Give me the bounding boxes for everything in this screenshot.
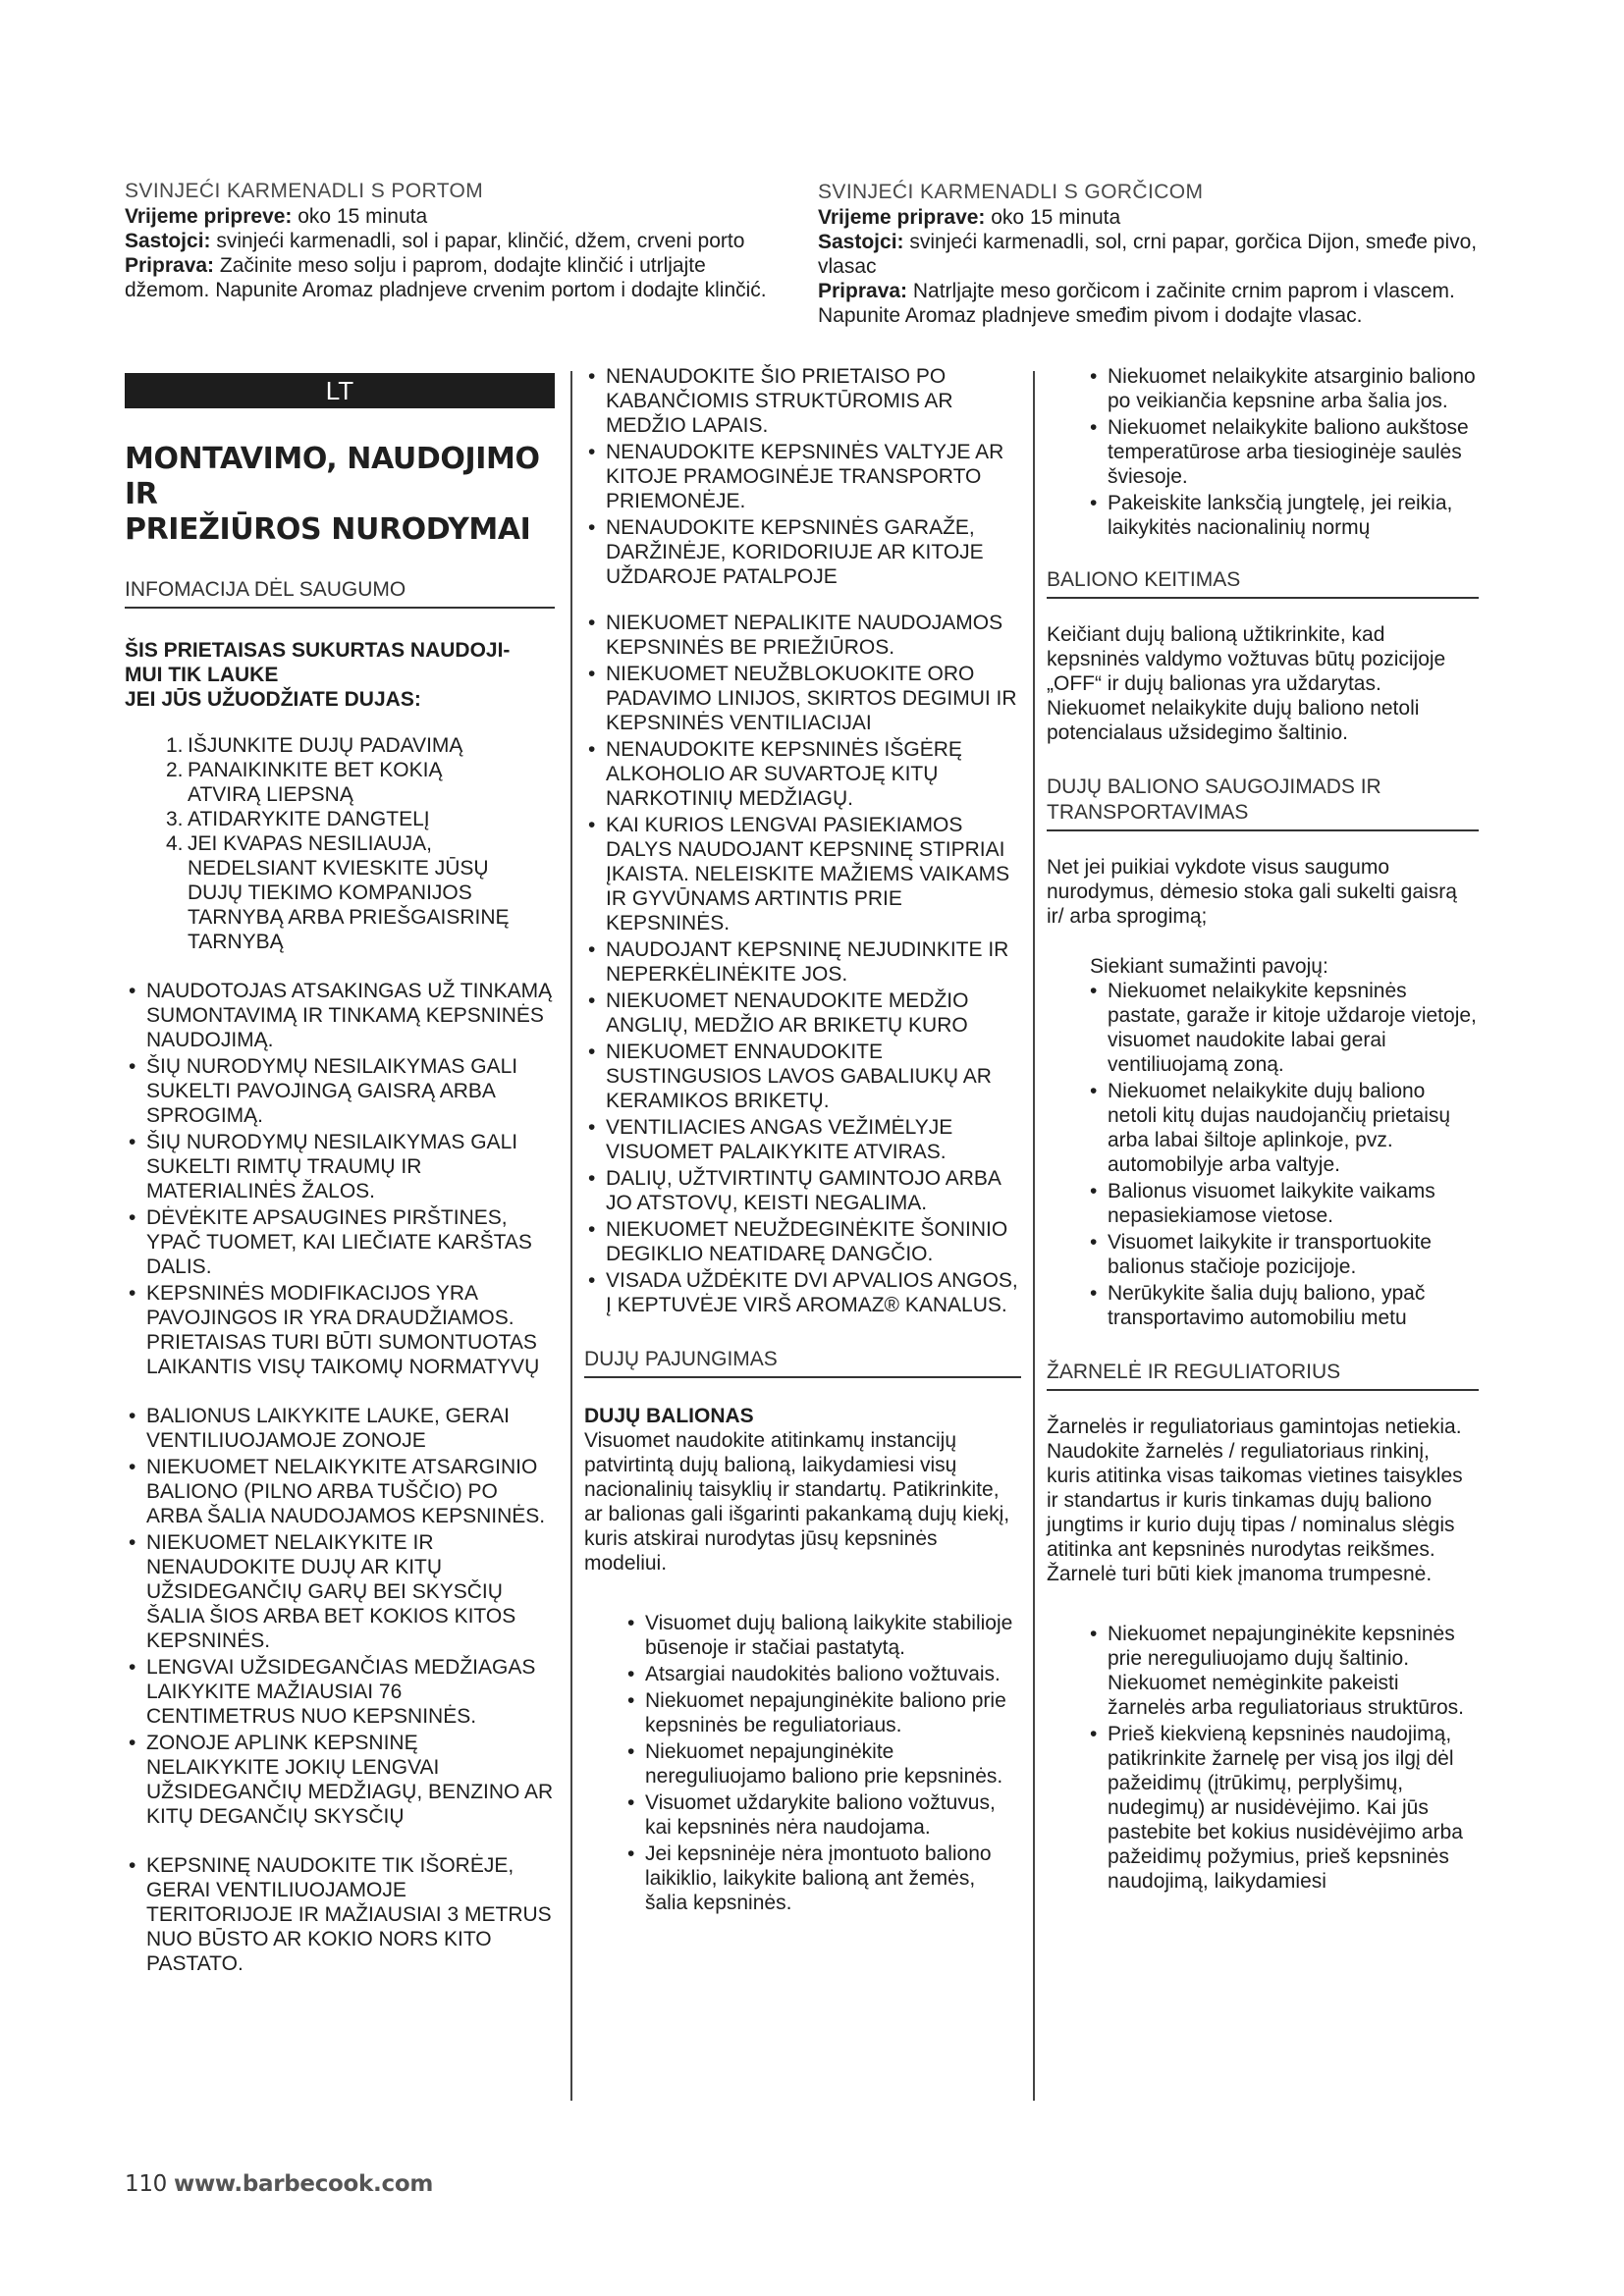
recipe-right-preparation: Priprava: Natrljajte meso gorčicom i začinite crnim paprom i vlascem. Napunite Aromaz pladnjeve smeđim pivom i dodajte vlasac. bbox=[818, 280, 1455, 327]
list-item: • NENAUDOKITE KEPSNINĖS GARAŽE, DARŽINĖJE, KORIDORIUJE AR KITOJE UŽDAROJE PATALPOJE bbox=[584, 515, 1021, 589]
step-item: 4. JEI KVAPAS NESILIAUJA, NEDELSIANT KVIESKITE JŪSŲ DUJŲ TIEKIMO KOMPANIJOS TARNYBĄ ARBA PRIEŠGAISRINĘ TARNYBĄ bbox=[166, 832, 510, 953]
column-1 bbox=[125, 373, 555, 1978]
replace-heading: BALIONO KEITIMAS bbox=[1047, 567, 1479, 599]
storage-heading: DUJŲ BALIONO SAUGOJIMADS IR TRANSPORTAVIMAS bbox=[1047, 774, 1479, 831]
list-item: • Nerūkykite šalia dujų baliono, ypač transportavimo automobiliu metu bbox=[1086, 1281, 1479, 1330]
cylinder-heading: DUJŲ BALIONAS bbox=[584, 1405, 754, 1427]
recipe-right bbox=[818, 180, 1486, 328]
cylinder-list bbox=[623, 1611, 1021, 1915]
gas-smell-steps bbox=[166, 733, 519, 954]
recipe-left-ingredients: Sastojci: svinjeći karmenadli, sol i papar, klinčić, džem, crveni porto bbox=[125, 230, 745, 252]
step-item: 1. IŠJUNKITE DUJŲ PADAVIMĄ bbox=[166, 734, 463, 757]
list-item: • KEPSNINĖS MODIFIKACIJOS YRA PAVOJINGOS IR YRA DRAUDŽIAMOS. PRIETAISAS TURI BŪTI SUMONTUOTAS LAIKANTIS VISŲ TAIKOMŲ NORMATYVŲ bbox=[125, 1281, 555, 1379]
risk-intro: Siekiant sumažinti pavojų: bbox=[1090, 955, 1328, 978]
safety-list-c bbox=[125, 1853, 555, 1976]
page-number: 110 bbox=[125, 2171, 167, 2197]
safety-list-d bbox=[584, 364, 1021, 589]
gas-smell-heading: JEI JŪS UŽUODŽIATE DUJAS: bbox=[125, 688, 421, 711]
list-item: • Atsargiai naudokitės baliono vožtuvais. bbox=[623, 1662, 1021, 1686]
list-item: • VENTILIACIES ANGAS VEŽIMĖLYJE VISUOMET PALAIKYKITE ATVIRAS. bbox=[584, 1115, 1021, 1164]
list-item: • NIEKUOMET NEUŽDEGINĖKITE ŠONINIO DEGIKLIO NEATIDARĘ DANGČIO. bbox=[584, 1217, 1021, 1266]
list-item: • KEPSNINĘ NAUDOKITE TIK IŠORĖJE, GERAI VENTILIUOJAMOJE TERITORIJOJE IR MAŽIAUSIAI 3 METRUS NUO BŪSTO AR KOKIO NORS KITO PASTATO. bbox=[125, 1853, 555, 1976]
list-item: • NENAUDOKITE KEPSNINĖS VALTYJE AR KITOJE PRAMOGINĖJE TRANSPORTO PRIEMONĖJE. bbox=[584, 440, 1021, 513]
list-item: • ŠIŲ NURODYMŲ NESILAIKYMAS GALI SUKELTI RIMTŲ TRAUMŲ IR MATERIALINĖS ŽALOS. bbox=[125, 1130, 555, 1203]
cylinder-paragraph: Visuomet naudokite atitinkamų instancijų patvirtintą dujų balioną, laikydamiesi visų nacionalinių taisyklių ir standartų. Patikrinkite, ar balionas gali išgarinti pakankamą dujų kiekį, kuris atskirai nurodytas jūsų kepsninės modeliui. bbox=[584, 1429, 1010, 1575]
cylinder-list-continued bbox=[1086, 364, 1479, 540]
list-item: • VISADA UŽDĖKITE DVI APVALIOS ANGOS, Į KEPTUVĖJE VIRŠ AROMAZ® KANALUS. bbox=[584, 1268, 1021, 1317]
safety-list-a bbox=[125, 979, 555, 1379]
list-item: • Niekuomet nepajunginėkite kepsninės prie nereguliuojamo dujų šaltinio. Niekuomet nemėginkite pakeisti žarnelės arba reguliatoriaus struktūros. bbox=[1086, 1622, 1479, 1720]
list-item: • NENAUDOKITE ŠIO PRIETAISO PO KABANČIOMIS STRUKTŪROMIS AR MEDŽIO LAPAIS. bbox=[584, 364, 1021, 438]
list-item: • NIEKUOMET NENAUDOKITE MEDŽIO ANGLIŲ, MEDŽIO AR BRIKETŲ KURO bbox=[584, 988, 1021, 1038]
list-item: • Visuomet uždarykite baliono vožtuvus, kai kepsninės nėra naudojama. bbox=[623, 1790, 1021, 1840]
language-badge: LT bbox=[125, 373, 555, 408]
recipe-right-ingredients: Sastojci: svinjeći karmenadli, sol, crni papar, gorčica Dijon, smeđe pivo, vlasac bbox=[818, 231, 1478, 278]
list-item: • Jei kepsninėje nėra įmontuoto baliono laikiklio, laikykite balioną ant žemės, šalia kepsninės. bbox=[623, 1842, 1021, 1915]
list-item: • Pakeiskite lanksčią jungtelę, jei reikia, laikykitės nacionalinių normų bbox=[1086, 491, 1479, 540]
column-divider-1 bbox=[570, 371, 572, 2101]
hose-heading: ŽARNELĖ IR REGULIATORIUS bbox=[1047, 1360, 1479, 1391]
recipe-left-preparation: Priprava: Začinite meso solju i paprom, dodajte klinčić i utrljajte džemom. Napunite Aromaz pladnjeve crvenim portom i dodajte klinčić. bbox=[125, 254, 767, 301]
replace-paragraph: Keičiant dujų balioną užtikrinkite, kad kepsninės valdymo vožtuvas būtų pozicijoje „OFF“ ir dujų balionas yra uždarytas. Niekuomet nelaikykite dujų baliono netoli potencialaus užsidegimo šaltinio. bbox=[1047, 623, 1446, 744]
column-2 bbox=[584, 364, 1021, 1917]
list-item: • ŠIŲ NURODYMŲ NESILAIKYMAS GALI SUKELTI PAVOJINGĄ GAISRĄ ARBA SPROGIMĄ. bbox=[125, 1054, 555, 1128]
step-item: 2. PANAIKINKITE BET KOKIĄ ATVIRĄ LIEPSNĄ bbox=[166, 759, 443, 806]
list-item: • DALIŲ, UŽTVIRTINTŲ GAMINTOJO ARBA JO ATSTOVŲ, KEISTI NEGALIMA. bbox=[584, 1166, 1021, 1215]
safety-list-e bbox=[584, 611, 1021, 1317]
list-item: • KAI KURIOS LENGVAI PASIEKIAMOS DALYS NAUDOJANT KEPSNINĘ STIPRIAI ĮKAISTA. NELEISKITE MAŽIEMS VAIKAMS IR GYVŪNAMS ARTINTIS PRIE KEPSNINĖS. bbox=[584, 813, 1021, 935]
storage-paragraph: Net jei puikiai vykdote visus saugumo nurodymus, dėmesio stoka gali sukelti gaisrą ir/ arba sprogimą; bbox=[1047, 856, 1457, 928]
list-item: • Niekuomet nelaikykite kepsninės pastate, garaže ir kitoje uždaroje vietoje, visuomet naudokite labai gerai ventiliuojamą zoną. bbox=[1086, 979, 1479, 1077]
list-item: • Prieš kiekvieną kepsninės naudojimą, patikrinkite žarnelę per visą jos ilgį dėl pažeidimų (įtrūkimų, perplyšimų, nudegimų) ar nusidėvėjimo. Kai jūs pastebite bet kokius nusidėvėjimo arba pažeidimų požymius, prieš kepsninės naudojimą, laikydamiesi bbox=[1086, 1722, 1479, 1894]
page-title: MONTAVIMO, NAUDOJIMO IR PRIEŽIŪROS NURODYMAI bbox=[125, 442, 540, 547]
page-footer bbox=[125, 2171, 433, 2197]
list-item: • NIEKUOMET NEUŽBLOKUOKITE ORO PADAVIMO LINIJOS, SKIRTOS DEGIMUI IR KEPSNINĖS VENTILIACIJAI bbox=[584, 662, 1021, 735]
recipe-left-time: Vrijeme pripreve: oko 15 minuta bbox=[125, 205, 428, 228]
list-item: • NENAUDOKITE KEPSNINĖS IŠGĖRĘ ALKOHOLIO AR SUVARTOJĘ KITŲ NARKOTINIŲ MEDŽIAGŲ. bbox=[584, 737, 1021, 811]
list-item: • NIEKUOMET ENNAUDOKITE SUSTINGUSIOS LAVOS GABALIUKŲ AR KERAMIKOS BRIKETŲ. bbox=[584, 1040, 1021, 1113]
step-item: 3. ATIDARYKITE DANGTELĮ bbox=[166, 808, 430, 830]
safety-heading: INFOMACIJA DĖL SAUGUMO bbox=[125, 577, 555, 609]
list-item: • Visuomet laikykite ir transportuokite balionus stačioje pozicijoje. bbox=[1086, 1230, 1479, 1279]
list-item: • ZONOJE APLINK KEPSNINĘ NELAIKYKITE JOKIŲ LENGVAI UŽSIDEGANČIŲ MEDŽIAGŲ, BENZINO AR KITŲ DEGANČIŲ SKYSČIŲ bbox=[125, 1731, 555, 1829]
list-item: • NIEKUOMET NEPALIKITE NAUDOJAMOS KEPSNINĖS BE PRIEŽIŪROS. bbox=[584, 611, 1021, 660]
list-item: • Visuomet dujų balioną laikykite stabilioje būsenoje ir stačiai pastatytą. bbox=[623, 1611, 1021, 1660]
risk-list bbox=[1086, 979, 1479, 1330]
list-item: • NIEKUOMET NELAIKYKITE IR NENAUDOKITE DUJŲ AR KITŲ UŽSIDEGANČIŲ GARŲ BEI SKYSČIŲ ŠALIA ŠIOS ARBA BET KOKIOS KITOS KEPSNINĖS. bbox=[125, 1530, 555, 1653]
list-item: • Niekuomet nelaikykite baliono aukštose temperatūrose arba tiesioginėje saulės šviesoje. bbox=[1086, 415, 1479, 489]
column-divider-2 bbox=[1033, 371, 1035, 2101]
recipe-left bbox=[125, 179, 792, 302]
list-item: • Niekuomet nepajunginėkite nereguliuojamo baliono prie kepsninės. bbox=[623, 1739, 1021, 1789]
recipe-left-title: SVINJEĆI KARMENADLI S PORTOM bbox=[125, 180, 484, 202]
list-item: • NAUDOTOJAS ATSAKINGAS UŽ TINKAMĄ SUMONTAVIMĄ IR TINKAMĄ KEPSNINĖS NAUDOJIMĄ. bbox=[125, 979, 555, 1052]
list-item: • NIEKUOMET NELAIKYKITE ATSARGINIO BALIONO (PILNO ARBA TUŠČIO) PO ARBA ŠALIA NAUDOJAMOS KEPSNINĖS. bbox=[125, 1455, 555, 1528]
list-item: • LENGVAI UŽSIDEGANČIAS MEDŽIAGAS LAIKYKITE MAŽIAUSIAI 76 CENTIMETRUS NUO KEPSNINĖS. bbox=[125, 1655, 555, 1729]
list-item: • Niekuomet nelaikykite dujų baliono netoli kitų dujas naudojančių prietaisų arba labai šiltoje aplinkoje, pvz. automobilyje arba valtyje. bbox=[1086, 1079, 1479, 1177]
website-link[interactable]: www.barbecook.com bbox=[174, 2171, 433, 2197]
hose-paragraph: Žarnelės ir reguliatoriaus gamintojas netiekia. Naudokite žarnelės / reguliatoriaus rinkinį, kuris atitinka visas taikomas vietines taisykles ir standartus ir kuris tinkamas dujų baliono jungtims ir kurio dujų tipas / nominalus slėgis atitinka ant kepsninės nurodytas reikšmes. Žarnelė turi būti kiek įmanoma trumpesnė. bbox=[1047, 1415, 1463, 1585]
list-item: • Niekuomet nepajunginėkite baliono prie kepsninės be reguliatoriaus. bbox=[623, 1688, 1021, 1737]
recipe-right-time: Vrijeme priprave: oko 15 minuta bbox=[818, 206, 1121, 229]
column-3 bbox=[1047, 364, 1479, 1896]
safety-list-b bbox=[125, 1404, 555, 1829]
list-item: • NAUDOJANT KEPSNINĘ NEJUDINKITE IR NEPERKĖLINĖKITE JOS. bbox=[584, 937, 1021, 987]
list-item: • Balionus visuomet laikykite vaikams nepasiekiamose vietose. bbox=[1086, 1179, 1479, 1228]
outdoor-warning: ŠIS PRIETAISAS SUKURTAS NAUDOJI- MUI TIK LAUKE JEI JŪS UŽUODŽIATE DUJAS: bbox=[125, 638, 555, 712]
recipe-right-title: SVINJEĆI KARMENADLI S GORČICOM bbox=[818, 181, 1204, 203]
list-item: • DĖVĖKITE APSAUGINES PIRŠTINES, YPAČ TUOMET, KAI LIEČIATE KARŠTAS DALIS. bbox=[125, 1205, 555, 1279]
list-item: • Niekuomet nelaikykite atsarginio baliono po veikiančia kepsnine arba šalia jos. bbox=[1086, 364, 1479, 413]
hose-list bbox=[1086, 1622, 1479, 1894]
gas-connection-heading: DUJŲ PAJUNGIMAS bbox=[584, 1347, 1021, 1378]
list-item: • BALIONUS LAIKYKITE LAUKE, GERAI VENTILIUOJAMOJE ZONOJE bbox=[125, 1404, 555, 1453]
